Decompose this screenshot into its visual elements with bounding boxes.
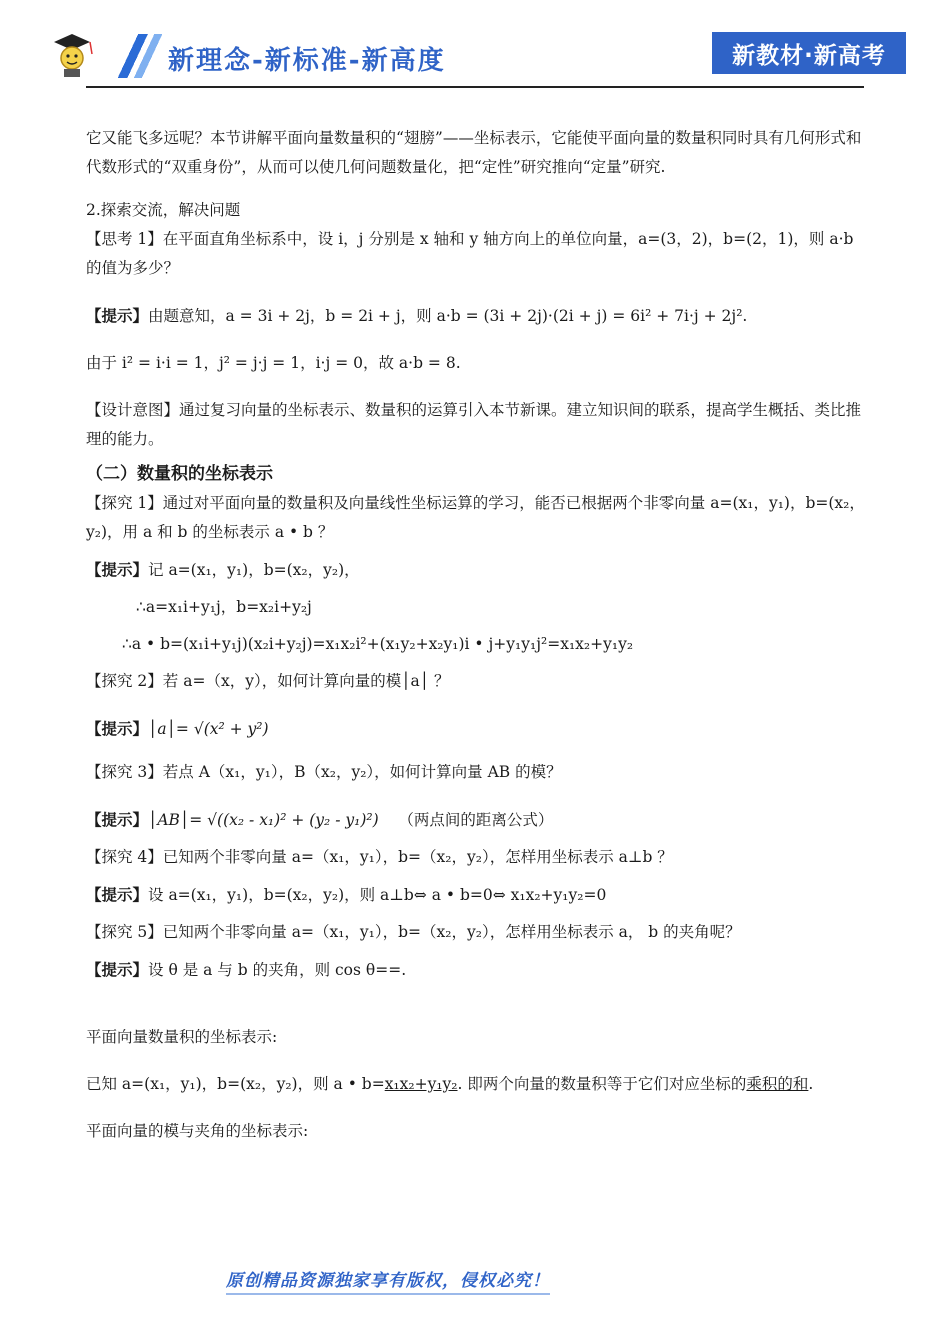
explore-4-label: 【探究 4】: [86, 848, 163, 866]
think-1: [86, 225, 866, 283]
design-label: 【设计意图】: [86, 401, 180, 419]
summary-blank-1: x₁x₂+y₁y₂: [384, 1075, 458, 1093]
summary-text-c: .: [808, 1075, 814, 1093]
page-header: [46, 28, 906, 88]
design-intent: [86, 396, 866, 454]
think-1-label: 【思考 1】: [86, 230, 163, 248]
hint-label: 【提示】: [86, 885, 149, 904]
distance-formula-note: （两点间的距离公式）: [398, 811, 554, 829]
summary-paragraph: [86, 1070, 866, 1099]
document-body: [86, 124, 866, 1146]
explore-1: [86, 489, 866, 547]
hint-1: [86, 301, 866, 331]
explore-5-text: 已知两个非零向量 a=（x₁，y₁），b=（x₂，y₂），怎样用坐标表示 a， b 的夹角呢？: [162, 923, 741, 941]
hint-explore-1-text: 记 a=(x₁，y₁)，b=(x₂，y₂)，: [148, 561, 360, 579]
hint-explore-1: [86, 555, 866, 585]
hint-explore-1-line3: ∴a • b=(x₁i+y₁j)(x₂i+y₂j)=x₁x₂i²+(x₁y₂+x₂y₁)i • j+y₁y₁j²=x₁x₂+y₁y₂: [122, 635, 634, 653]
hint-explore-4: [86, 880, 866, 910]
hint-label: 【提示】: [86, 719, 149, 738]
explore-5: [86, 918, 866, 947]
step-heading: 2.探索交流，解决问题: [86, 201, 241, 219]
graduate-mascot-icon: [46, 28, 98, 80]
section-title: （二）数量积的坐标表示: [86, 464, 273, 484]
explore-3-label: 【探究 3】: [86, 763, 163, 781]
explore-3: [86, 758, 866, 787]
summary-title: 平面向量数量积的坐标表示:: [86, 1028, 278, 1046]
summary-text-b: . 即两个向量的数量积等于它们对应坐标的: [457, 1075, 747, 1093]
summary-2-title: 平面向量的模与夹角的坐标表示:: [86, 1122, 309, 1140]
header-badge: 新教材·新高考: [712, 32, 906, 74]
think-1-text: 在平面直角坐标系中，设 i，j 分别是 x 轴和 y 轴方向上的单位向量，a=(3，2)，b=(2，1)，则 a·b 的值为多少？: [86, 230, 854, 277]
summary-blank-2: 乘积的和: [746, 1075, 809, 1093]
explore-5-label: 【探究 5】: [86, 923, 163, 941]
hint-label: 【提示】: [86, 960, 149, 979]
header-slogan: 新理念-新标准-新高度: [168, 46, 446, 76]
header-divider: [86, 86, 864, 88]
explore-2-text: 若 a=（x，y），如何计算向量的模│a│ ？: [162, 672, 450, 690]
hint-label: 【提示】: [86, 306, 149, 325]
hint-explore-3: [86, 805, 866, 835]
hint-label: 【提示】: [86, 560, 149, 579]
hint-explore-2: [86, 714, 866, 744]
design-text: 通过复习向量的坐标表示、数量积的运算引入本节新课。建立知识间的联系，提高学生概括、类比推理的能力。: [86, 401, 862, 448]
summary-text-a: 已知 a=(x₁，y₁)，b=(x₂，y₂)，则 a • b=: [86, 1075, 385, 1093]
copyright-footer: 原创精品资源独家享有版权，侵权必究！: [226, 1266, 550, 1295]
explore-1-text: 通过对平面向量的数量积及向量线性坐标运算的学习，能否已根据两个非零向量 a=(x₁，y₁)，b=(x₂，y₂)，用 a 和 b 的坐标表示 a • b ？: [86, 494, 865, 541]
modulus-formula: │a│= √(x² + y²): [148, 720, 269, 738]
distance-formula: │AB│= √((x₂ - x₁)² + (y₂ - y₁)²): [148, 811, 379, 829]
hint-explore-5-text: 设 θ 是 a 与 b 的夹角，则 cos θ==.: [148, 961, 407, 979]
explore-4-text: 已知两个非零向量 a=（x₁，y₁），b=（x₂，y₂），怎样用坐标表示 a⊥b ？: [162, 848, 673, 866]
hint-explore-4-text: 设 a=(x₁，y₁)，b=(x₂，y₂)，则 a⊥b⇔ a • b=0⇔ x₁x₂+y₁y₂=0: [148, 886, 607, 904]
hint-label: 【提示】: [86, 810, 149, 829]
explore-1-label: 【探究 1】: [86, 494, 163, 512]
intro-paragraph: 它又能飞多远呢？本节讲解平面向量数量积的“翅膀”——坐标表示，它能使平面向量的数量积同时具有几何形式和代数形式的“双重身份”，从而可以使几何问题数量化，把“定性”研究推向“定量”研究.: [86, 129, 862, 176]
explore-4: [86, 843, 866, 872]
explore-2: [86, 667, 866, 696]
slogan-banner: [106, 34, 526, 78]
hint-1-continued: 由于 i² = i·i = 1，j² = j·j = 1，i·j = 0，故 a·b = 8.: [86, 354, 461, 372]
hint-explore-1-line2: ∴a=x₁i+y₁j，b=x₂i+y₂j: [136, 598, 312, 616]
explore-2-label: 【探究 2】: [86, 672, 163, 690]
hint-1-text: 由题意知，a = 3i + 2j，b = 2i + j，则 a·b = (3i + 2j)·(2i + j) = 6i² + 7i·j + 2j².: [148, 307, 748, 325]
explore-3-text: 若点 A（x₁，y₁），B（x₂，y₂），如何计算向量 AB 的模？: [162, 763, 562, 781]
banner-stripe-decoration: [106, 34, 166, 78]
hint-explore-5: [86, 955, 866, 985]
